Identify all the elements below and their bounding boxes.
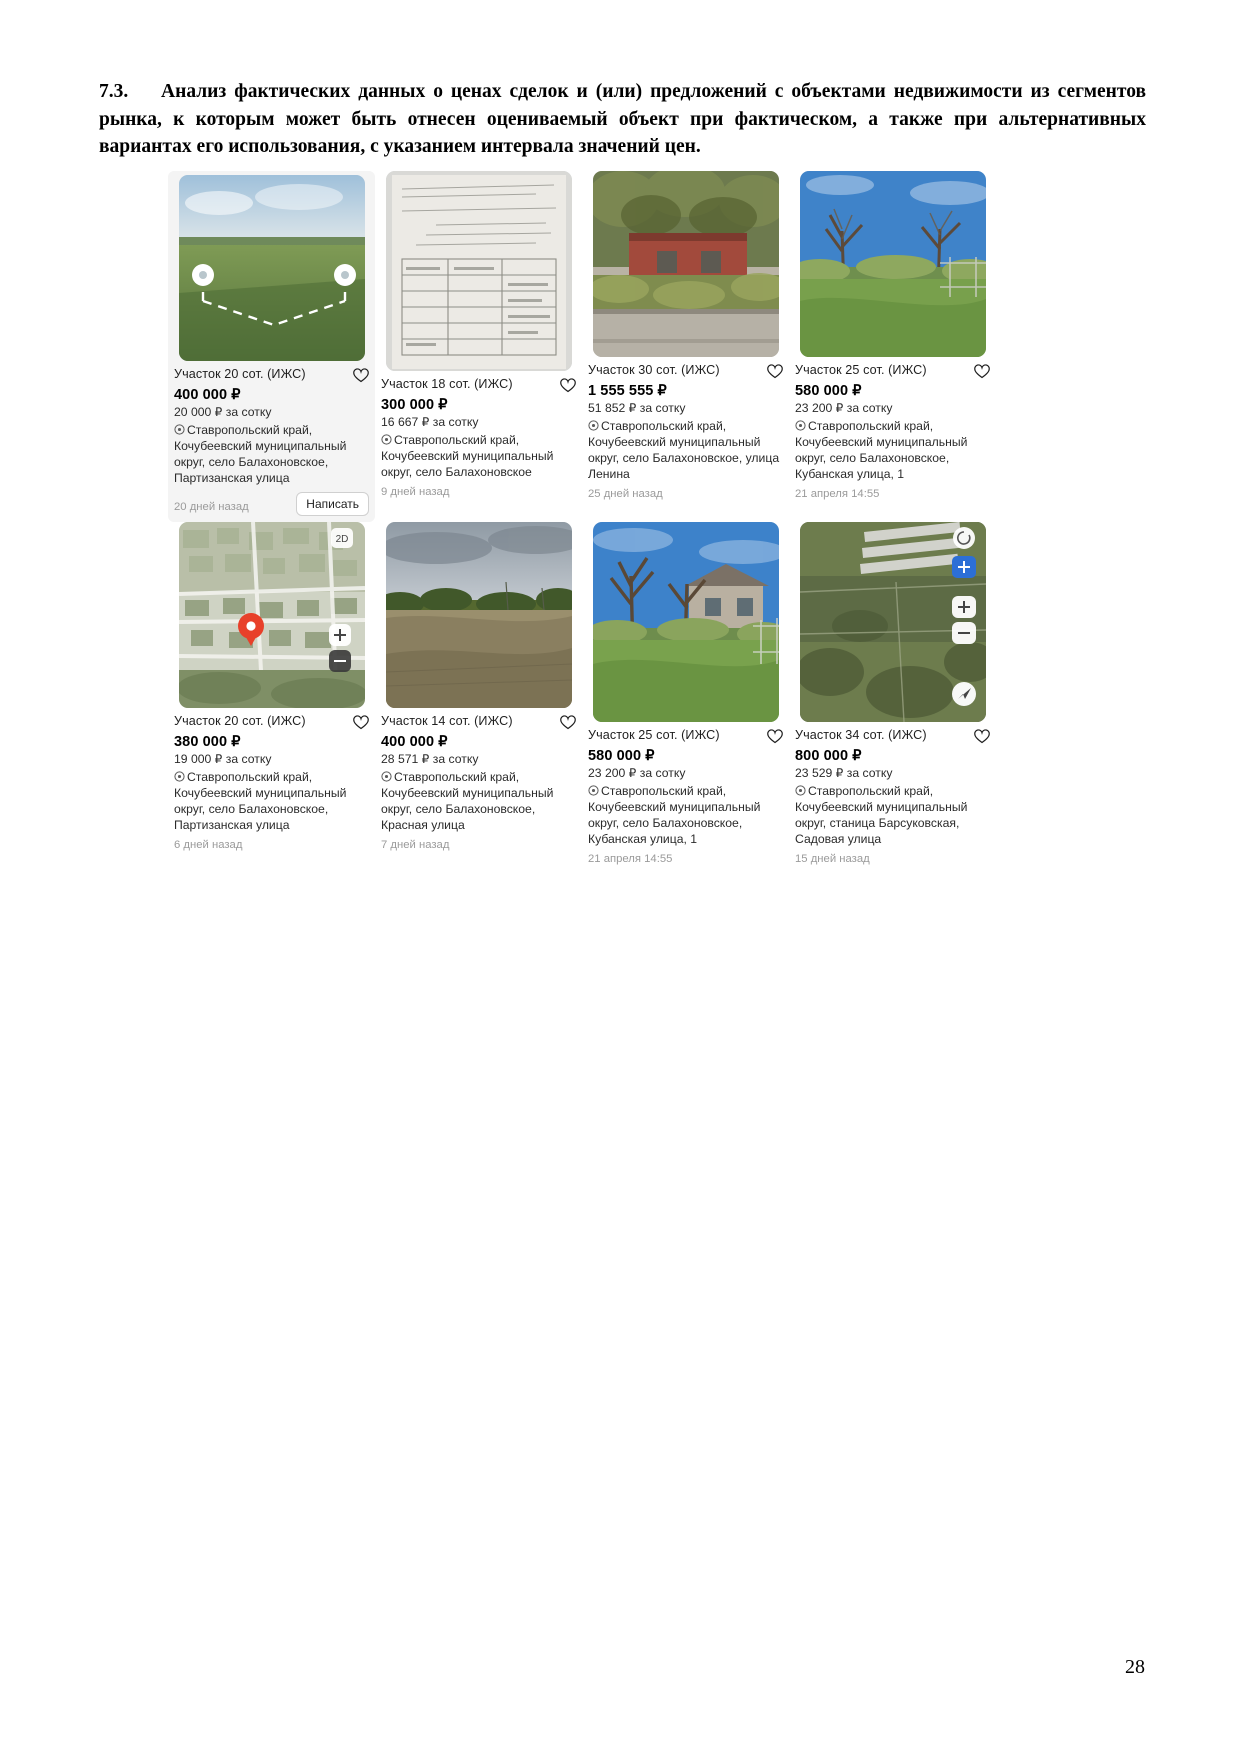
listing-photo-red-house-roadside[interactable]	[593, 171, 779, 357]
heart-icon[interactable]	[974, 364, 990, 379]
listing-card[interactable]	[789, 522, 996, 865]
listing-info	[172, 708, 371, 851]
listing-info	[793, 722, 992, 865]
listing-address-text: Ставропольский край, Кочубеевский муниципальный округ, село Балахоновское, Партизанская улица	[174, 769, 347, 833]
listing-info	[379, 371, 578, 498]
listing-date: 21 апреля 14:55	[795, 488, 880, 501]
listing-title-row	[174, 367, 369, 383]
location-pin-icon	[588, 419, 599, 435]
listing-address-text: Ставропольский край, Кочубеевский муниципальный округ, село Балахоновское, улица Ленина	[588, 418, 780, 482]
heart-icon[interactable]	[353, 368, 369, 383]
listing-address	[588, 783, 783, 847]
listing-address	[174, 769, 369, 833]
listing-price: 1 555 555 ₽	[588, 382, 667, 399]
listing-title-row	[588, 728, 783, 744]
listing-title-row	[795, 363, 990, 379]
listing-title-row	[381, 714, 576, 730]
heart-icon[interactable]	[767, 729, 783, 744]
listing-title: Участок 25 сот. (ИЖС)	[588, 728, 720, 743]
listing-card[interactable]	[375, 171, 582, 522]
listing-unit-price: 19 000 ₽ за сотку	[174, 751, 272, 766]
listing-footer	[174, 492, 369, 516]
section-number: 7.3.	[99, 81, 129, 102]
page-number: 28	[1125, 1656, 1145, 1678]
listing-photo-garden-with-trees[interactable]	[800, 171, 986, 357]
location-pin-icon	[381, 433, 392, 449]
listing-card[interactable]	[168, 171, 375, 522]
listing-card[interactable]	[582, 522, 789, 865]
listing-address-text: Ставропольский край, Кочубеевский муниципальный округ, станица Барсуковская, Садовая улица	[795, 783, 968, 847]
listing-address	[381, 432, 576, 480]
listing-card[interactable]	[375, 522, 582, 865]
heart-icon[interactable]	[560, 715, 576, 730]
listing-info	[586, 722, 785, 865]
listing-address-text: Ставропольский край, Кочубеевский муниципальный округ, село Балахоновское, Кубанская улица, 1	[588, 783, 761, 847]
listing-address-text: Ставропольский край, Кочубеевский муниципальный округ, село Балахоновское, Красная улица	[381, 769, 554, 833]
listing-photo-document-scan[interactable]	[386, 171, 572, 371]
listing-date: 9 дней назад	[381, 486, 450, 499]
listing-unit-price: 20 000 ₽ за сотку	[174, 404, 272, 419]
listing-title-row	[174, 714, 369, 730]
listing-info	[379, 708, 578, 851]
listing-date: 7 дней назад	[381, 839, 450, 852]
listing-price: 380 000 ₽	[174, 733, 241, 750]
page-title	[99, 78, 1146, 161]
listing-photo-garden-house-trees[interactable]	[593, 522, 779, 722]
listing-price: 400 000 ₽	[381, 733, 448, 750]
listing-date: 20 дней назад	[174, 501, 249, 514]
listing-date: 15 дней назад	[795, 853, 870, 866]
listing-price: 800 000 ₽	[795, 747, 862, 764]
listing-title: Участок 20 сот. (ИЖС)	[174, 714, 306, 729]
listing-date: 21 апреля 14:55	[588, 853, 673, 866]
listing-address-text: Ставропольский край, Кочубеевский муниципальный округ, село Балахоновское, Кубанская улица, 1	[795, 418, 968, 482]
listing-photo-empty-plot[interactable]	[386, 522, 572, 708]
listing-card[interactable]	[582, 171, 789, 522]
write-button[interactable]: Написать	[296, 492, 369, 516]
listing-price: 300 000 ₽	[381, 396, 448, 413]
svg-text:2D: 2D	[335, 534, 348, 546]
listing-unit-price: 23 200 ₽ за сотку	[588, 765, 686, 780]
location-pin-icon	[381, 770, 392, 786]
listing-price: 400 000 ₽	[174, 386, 241, 403]
location-pin-icon	[174, 770, 185, 786]
listing-title: Участок 25 сот. (ИЖС)	[795, 363, 927, 377]
listing-info	[793, 357, 992, 500]
listing-price: 580 000 ₽	[795, 382, 862, 399]
heart-icon[interactable]	[974, 729, 990, 744]
listing-unit-price: 16 667 ₽ за сотку	[381, 414, 479, 429]
heart-icon[interactable]	[767, 364, 783, 379]
listing-title: Участок 18 сот. (ИЖС)	[381, 377, 513, 391]
listing-title-row	[381, 377, 576, 393]
listing-title-row	[588, 363, 783, 379]
listing-title-row	[795, 728, 990, 744]
listing-unit-price: 28 571 ₽ за сотку	[381, 751, 479, 766]
listing-photo-satellite-map[interactable]	[800, 522, 986, 722]
listing-info	[586, 357, 785, 500]
listing-unit-price: 51 852 ₽ за сотку	[588, 400, 686, 415]
listing-photo-map-with-pin[interactable]	[179, 522, 365, 708]
listings-grid	[168, 171, 998, 865]
heart-icon[interactable]	[560, 378, 576, 393]
listing-date: 25 дней назад	[588, 488, 663, 501]
listing-card[interactable]	[789, 171, 996, 522]
listing-address	[795, 418, 990, 482]
listing-title: Участок 34 сот. (ИЖС)	[795, 728, 927, 743]
listing-card[interactable]	[168, 522, 375, 865]
listing-address	[174, 422, 369, 486]
listing-title: Участок 30 сот. (ИЖС)	[588, 363, 720, 377]
listing-date: 6 дней назад	[174, 839, 243, 852]
listing-unit-price: 23 529 ₽ за сотку	[795, 765, 893, 780]
listing-address	[381, 769, 576, 833]
section-heading-text: Анализ фактических данных о ценах сделок и (или) предложений с объектами недвижимости из сегментов рынка, к которым может быть отнесен оцениваемый объект при фактическом, а также при альтернативных вариантах его использования, с указанием интервала значений цен.	[99, 81, 1146, 158]
listing-address-text: Ставропольский край, Кочубеевский муниципальный округ, село Балахоновское	[381, 432, 554, 479]
listing-price: 580 000 ₽	[588, 747, 655, 764]
location-pin-icon	[795, 784, 806, 800]
location-pin-icon	[795, 419, 806, 435]
heart-icon[interactable]	[353, 715, 369, 730]
listing-info	[172, 361, 371, 516]
listing-address	[588, 418, 783, 482]
listing-photo-field-with-markers[interactable]	[179, 175, 365, 361]
listing-address-text: Ставропольский край, Кочубеевский муниципальный округ, село Балахоновское, Партизанская улица	[174, 422, 347, 486]
listing-address	[795, 783, 990, 847]
location-pin-icon	[174, 423, 185, 439]
location-pin-icon	[588, 784, 599, 800]
listing-unit-price: 23 200 ₽ за сотку	[795, 400, 893, 415]
listing-title: Участок 14 сот. (ИЖС)	[381, 714, 513, 729]
listing-title: Участок 20 сот. (ИЖС)	[174, 367, 306, 381]
